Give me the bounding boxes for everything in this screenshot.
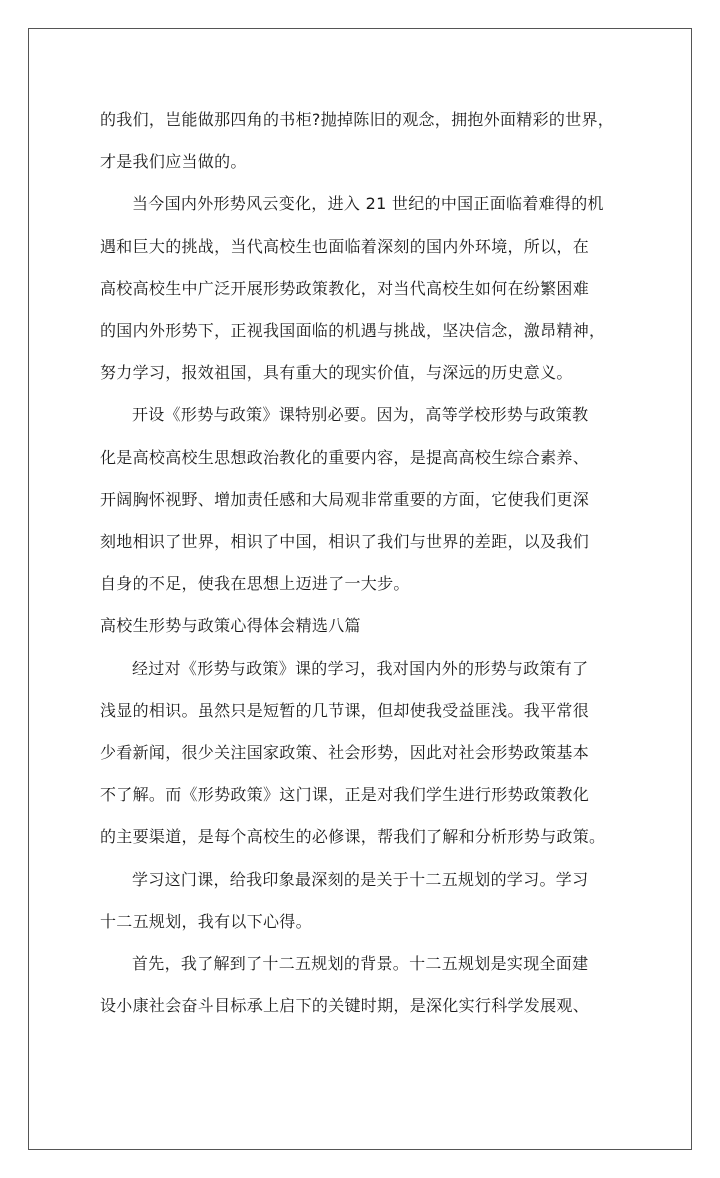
text-line: 学习这门课，给我印象最深刻的是关于十二五规划的学习。学习 bbox=[132, 870, 589, 889]
text-line: 首先，我了解到了十二五规划的背景。十二五规划是实现全面建 bbox=[132, 954, 589, 973]
text-line: 遇和巨大的挑战，当代高校生也面临着深刻的国内外环境，所以，在 bbox=[100, 237, 590, 256]
text-line: 浅显的相识。虽然只是短暂的几节课，但却使我受益匪浅。我平常很 bbox=[100, 701, 590, 720]
text-line: 高校高校生中广泛开展形势政策教化，对当代高校生如何在纷繁困难 bbox=[100, 279, 590, 298]
text-line: 的主要渠道，是每个高校生的必修课，帮我们了解和分析形势与政策。 bbox=[100, 827, 606, 846]
text-line: 自身的不足，使我在思想上迈进了一大步。 bbox=[100, 574, 410, 593]
text-line: 当今国内外形势风云变化，进入 21 世纪的中国正面临着难得的机 bbox=[132, 194, 604, 213]
text-line: 的我们，岂能做那四角的书柜?抛掉陈旧的观念，拥抱外面精彩的世界， bbox=[100, 110, 615, 129]
text-line: 设小康社会奋斗目标承上启下的关键时期，是深化实行科学发展观、 bbox=[100, 996, 590, 1015]
section-heading: 高校生形势与政策心得体会精选八篇 bbox=[100, 616, 361, 635]
text-line: 开设《形势与政策》课特别必要。因为，高等学校形势与政策教 bbox=[132, 405, 589, 424]
text-line: 刻地相识了世界，相识了中国，相识了我们与世界的差距，以及我们 bbox=[100, 532, 590, 551]
text-line: 努力学习，报效祖国，具有重大的现实价值，与深远的历史意义。 bbox=[100, 363, 573, 382]
text-line: 开阔胸怀视野、增加责任感和大局观非常重要的方面，它使我们更深 bbox=[100, 490, 590, 509]
text-line: 才是我们应当做的。 bbox=[100, 152, 247, 171]
text-line: 十二五规划，我有以下心得。 bbox=[100, 912, 312, 931]
text-line: 经过对《形势与政策》课的学习，我对国内外的形势与政策有了 bbox=[132, 659, 589, 678]
text-line: 不了解。而《形势政策》这门课，正是对我们学生进行形势政策教化 bbox=[100, 785, 590, 804]
text-line: 少看新闻，很少关注国家政策、社会形势，因此对社会形势政策基本 bbox=[100, 743, 590, 762]
text-line: 的国内外形势下，正视我国面临的机遇与挑战，坚决信念，激昂精神， bbox=[100, 321, 606, 340]
text-line: 化是高校高校生思想政治教化的重要内容，是提高高校生综合素养、 bbox=[100, 448, 590, 467]
